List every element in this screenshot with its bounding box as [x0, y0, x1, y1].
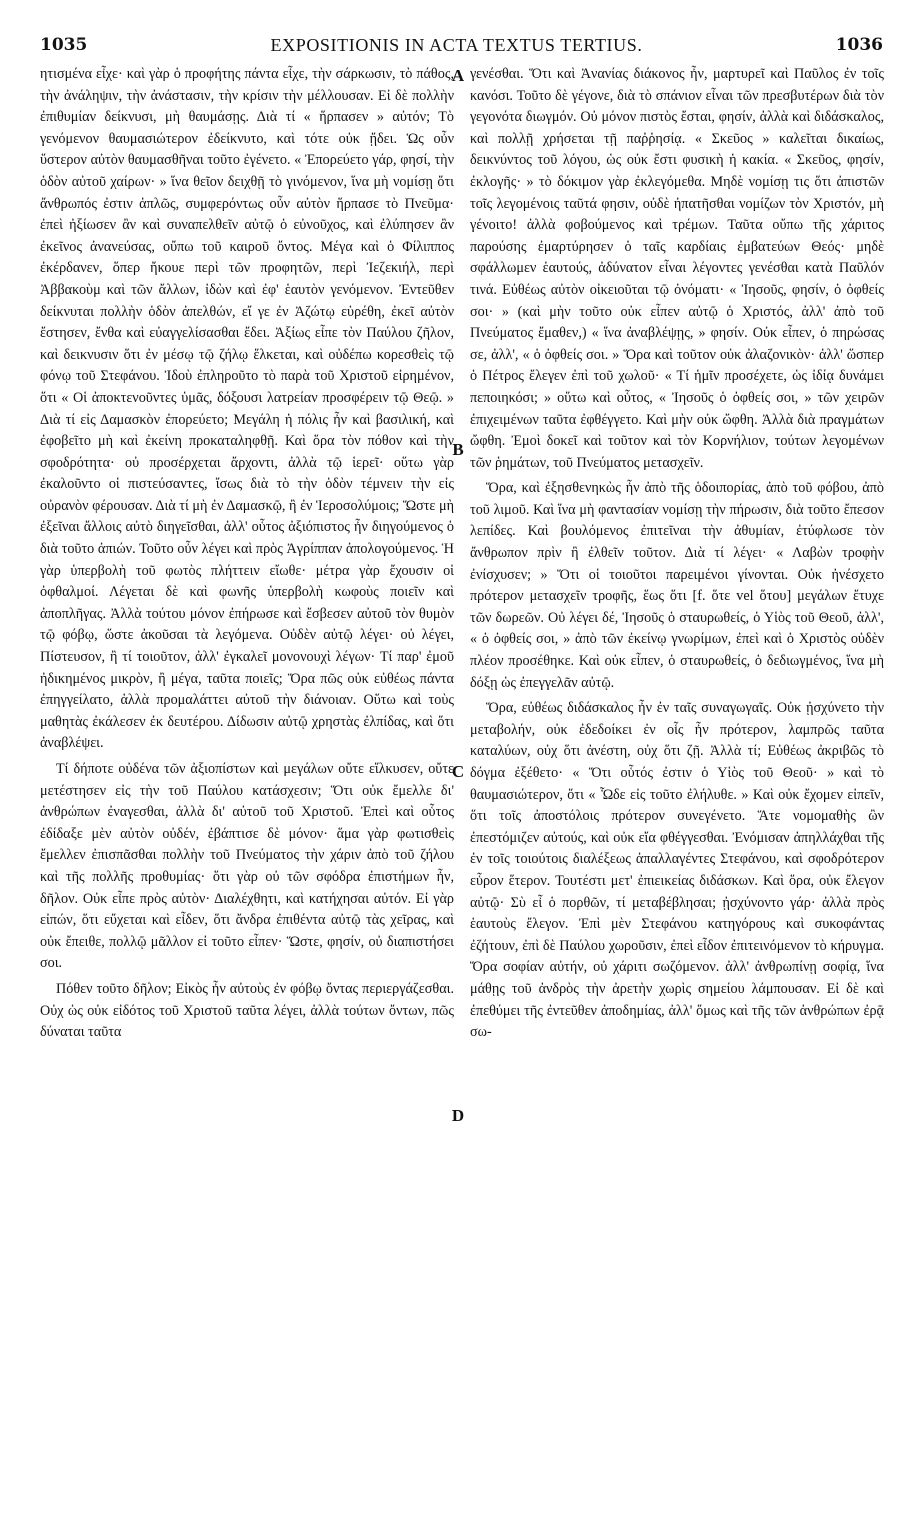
right-paragraph-3: Ὅρα, εὐθέως διδάσκαλος ἦν ἐν ταῖς συναγωγαῖς. Οὐκ ᾐσχύνετο τὴν μεταβολήν, οὐκ ἐδεδοίκει ἐν οἷς ἦν πρότερον, λαμπρῶς ταῦτα καταλύων, οὐχ ὅτι ἀνέστη, οὐχ ὅτι ζῇ. Ἀλλὰ τί; Εὐθέως ἀκριβῶς τὸ δόγμα ἐξέθετο· « Ὅτι οὗτός ἐστιν ὁ Υἱὸς τοῦ Θεοῦ· » καὶ τὸ θαυμασιώτερον, ὅτι « Ὧδε εἰς τοῦτο ἐλήλυθε. » Καὶ οὐκ ἔχομεν εἰπεῖν, ὅτι τοῖς ἀποστόλοις πρότερον συνεγένετο. Ἅτε νομομαθὴς ὢν ἐπεστόμιζεν αὐτούς, καὶ οὐκ εἴα φθέγγεσθαι. Ἐνόμισαν ἀπηλλάχθαι τῆς ἐν τοῖς τοιούτοις διαλέξεως ἀπαλλαγέντες Στεφάνου, καὶ σφοδρότερον εὗρον ἕτερον. Τουτέστι μετ' ἐπιεικείας διδάσκων. Καὶ ὅρα, οὐκ ἔλεγον αὐτῷ· Σὺ εἶ ὁ πορθῶν, τί μεταβέβλησαι; ᾐσχύνοντο γάρ· ἀλλὰ πρὸς ἑαυτοὺς ἔλεγον. Ἐπὶ μὲν Στεφάνου κατηγόρους καὶ συκοφάντας ἐζήτουν, ἐπὶ δὲ Παύλου χωροῦσιν, ἐπεὶ εἶδον ἐπιτεινόμενον τὸ κήρυγμα. Ὅρα σοφίαν αὐτήν, οὐ χάριτι σωζόμενον. ἀλλ' ἀνθρωπίνῃ σοφίᾳ, ἵνα μάθῃς τοῦ ἀνδρὸς τὴν ἀρετὴν χωρὶς σημείου λάμπουσαν. Εἰ δὲ καὶ ἐπεθύμει τῆς ἐντεῦθεν ἀποδημίας, ἀλλ' ὅμως καὶ τῆς τῶν ἀνθρώπων ἐρᾷ σω- [470, 700, 884, 1041]
margin-letter-c: C [451, 762, 465, 781]
right-paragraph-1: γενέσθαι. Ὅτι καὶ Ἀνανίας διάκονος ἦν, μαρτυρεῖ καὶ Παῦλος ἐν τοῖς κανόσι. Τοῦτο δὲ γέγονε, διὰ τὸ σπάνιον εἶναι τῶν πρεσβυτέρων διὰ τὸν γεγονότα διωγμόν. Οὐ μόνον πιστὸς ἔσται, φησίν, ἀλλὰ καὶ διδάσκαλος, καὶ πολλῇ χρήσεται τῇ παῤῥησίᾳ. « Σκεῦος » καλεῖται δικαίως, δεικνύντος τοῦ λόγου, ὡς οὐκ ἔστι φυσικὴ ἡ κακία. « Σκεῦος, φησίν, ἐκλογῆς· » τὸ δόκιμον γὰρ ἐκλεγόμεθα. Μηδὲ νομίσῃ τις ὅτι ἀπιστῶν τοῖς λεγομένοις ταῦτά φησιν, οὐδὲ ἠπατῆσθαι νομίζων τὸν Χριστόν, μὴ γένοιτο! ἀλλὰ φοβούμενος καὶ τρέμων. Ταῦτα οὔπω τῆς χάριτος παρούσης ἐμαρτύρησεν ὁ ταῖς καρδίαις ἐμβατεύων Θεός· μηδὲ σφάλλωμεν ἑαυτούς, ἀδύνατον εἶναι λέγοντες γενέσθαι κατὰ Παῦλόν τινά. Εὐθέως αὐτὸν οἰκειοῦται τῷ ὀνόματι· « Ἰησοῦς, φησίν, ὁ ὀφθείς σοι· » (καὶ μὴν τοῦτο οὐκ εἶπεν αὐτῷ ὁ Χριστός, ἀλλ' ἀπὸ τοῦ Πνεύματος ἔμαθεν,) « ἵνα ἀναβλέψῃς, » φησίν. Οὐκ εἶπεν, ὁ πηρώσας σε, ἀλλ', « ὁ ὀφθείς σοι. » Ὅρα καὶ τοῦτον οὐκ ἀλαζονικὸν· ἀλλ' ὥσπερ ὁ Πέτρος ἔλεγεν ἐπὶ τοῦ χωλοῦ· « Τί ἡμῖν προσέχετε, ὡς ἰδίᾳ δυνάμει πεποιηκόσι; » οὕτω καὶ οὗτος, « Ἰησοῦς ὁ ὀφθείς σοι, » τῶν χειρῶν ἐπιχειμένων ταῦτα ἐφθέγγετο. Καὶ μὴν οὐκ ὤφθη. Ἀλλὰ διὰ πραγμάτων ὤφθη. Ἐμοὶ δοκεῖ καὶ τοῦτον καὶ τὸν Κορνήλιον, τούτων λεγομένων τῶν ῥημάτων, τοῦ Πνεύματος μετασχεῖν. [470, 66, 884, 471]
running-title: EXPOSITIONIS IN ACTA TEXTUS TERTIUS. [270, 35, 643, 55]
left-column [40, 64, 454, 1044]
page-number-left: 1035 [40, 35, 88, 55]
right-paragraph-2: Ὅρα, καὶ ἐξησθενηκὼς ἦν ἀπὸ τῆς ὁδοιπορίας, ἀπὸ τοῦ φόβου, ἀπὸ τοῦ λιμοῦ. Καὶ ἵνα μὴ φαντασίαν νομίσῃ τὴν πήρωσιν, διὰ τοῦτο ἔπεσον λεπίδες. Καὶ βουλόμενος ἐπιτεῖναι τὴν ἀθυμίαν, ἐτύφλωσε τὸν ἄνθρωπον πρὶν ἢ ἐλθεῖν τοῦτον. Διὰ τί λέγει· « Λαβὼν τροφὴν ἐνίσχυσεν; » Ὅτι οἱ τοιοῦτοι παρειμένοι γίνονται. Οὐκ ἠνέσχετο πρότερον μετασχεῖν τροφῆς, ἕως ὅτι [f. ὅτε vel ὅτου] μεγάλων ἔτυχε τῶν δωρεῶν. Οὐ λέγει δέ, Ἰησοῦς ὁ σταυρωθείς, ὁ Υἱὸς τοῦ Θεοῦ, ἀλλ', « ὁ ὀφθείς σοι, » ἀπὸ τῶν ἐκείνῳ γνωρίμων, ἐπεὶ καὶ ὁ Χριστὸς οὐδὲν πλέον προσέθηκε. Καὶ οὐκ εἶπεν, ὁ σταυρωθείς, ὁ δεδιωγμένος, ἵνα μὴ δόξῃ ὡς ἐπεγγελᾶν αὐτῷ. [470, 480, 884, 691]
right-column [470, 64, 884, 1044]
left-paragraph-1: ητισμένα εἶχε· καὶ γὰρ ὁ προφήτης πάντα εἶχε, τὴν σάρκωσιν, τὸ πάθος, τὴν ἀνάληψιν, τὴν ἀνάστασιν, τὴν κρίσιν τὴν μέλλουσαν. Εἰ δὲ πολλὴν ἐπιθυμίαν δείκνυσι, μὴ θαυμάσῃς. Διὰ τί « ἥρπασεν » αὐτόν; Τὸ γενόμενον θαυμασιώτερον ἐδείκνυτο, καὶ τότε οὐκ ᾔδει. Ὡς οὖν ὕστερον αὐτὸν θαυμασθῆναι τοῦτο ἐγένετο. « Ἐπορεύετο γάρ, φησί, τὴν ὁδὸν αὐτοῦ χαίρων· » ἵνα θεῖον δειχθῇ τὸ γινόμενον, ἵνα μὴ νομίσῃ ὅτι ἄνθρωπός ἐστιν ἁπλῶς, συμφερόντως οὖν αὐτὸν ἥρπασε τὸ Πνεῦμα· ἐπεὶ ἠξίωσεν ἂν καὶ συναπελθεῖν αὐτῷ ὁ εὐνοῦχος, καὶ ἐλύπησεν ἂν ἐκεῖνος ἀνανεύσας, οὔπω τοῦ καιροῦ ὄντος. Μέγα καὶ ὁ Φίλιππος ἐκέρδανεν, ὅπερ ἤκουε περὶ τῶν προφητῶν, περὶ Ἰεζεκιήλ, περὶ Ἀββακοὺμ καὶ τῶν ἄλλων, ἰδὼν καὶ ἐφ' ἑαυτὸν γενόμενον. Ἐντεῦθεν δείκνυται πολλὴν ὁδὸν ἀπελθών, εἴ γε ἐν Ἀζώτῳ εὑρέθη, ἐκεῖ αὐτὸν ἔστησεν, ἔνθα καὶ εὐαγγελίσασθαι ἔδει. Ἀξίως εἶπε τὸν Παύλου ζῆλον, καὶ δεικνυσιν ὅτι ἐν μέσῳ τῷ ζήλῳ ἕλκεται, καὶ οὐδέπω κορεσθεὶς τῷ φόνῳ τοῦ Στεφάνου. Ἰδοὺ ἐπληροῦτο τὸ παρὰ τοῦ Χριστοῦ εἰρημένον, ὅτι « Οἱ ἀποκτενοῦντες ὑμᾶς, δόξουσι λατρείαν προσφέρειν τῷ Θεῷ. » Διὰ τί εἰς Δαμασκὸν ἐπορεύετο; Μεγάλη ἡ πόλις ἦν καὶ βασιλική, καὶ ἐφοβεῖτο μὴ καὶ ἐκείνη προκαταληφθῇ. Καὶ ὅρα τὸν πόθον καὶ τὴν σφοδρότητα· οὐ προσέρχεται ἄρχοντι, ἀλλὰ τῷ ἱερεῖ· οὕτω γὰρ ἐκαλοῦντο οἱ πιστεύσαντες, ἴσως διὰ τὸ τὴν ὁδὸν τέμνειν τὴν εἰς οὐρανὸν φέρουσαν. Διὰ τί μὴ ἐν Δαμασκῷ, ἢ ἐν Ἱεροσολύμοις; Ὥστε μὴ ἐξεῖναι ἄλλοις αὐτὸ διηγεῖσθαι, ἀλλ' οὗτος ἀξιόπιστος ἦν διηγούμενος ὁ διὰ τοῦτο ἀπιών. Τοῦτο οὖν λέγει καὶ πρὸς Ἀγρίππαν ἀπολογούμενος. Ἡ γὰρ ὑπερβολὴ τοῦ φωτὸς πλήττειν εἴωθε· μέτρα γὰρ ἔχουσιν οἱ ὀφθαλμοί. Λέγεται δὲ καὶ φωνῆς ὑπερβολὴ κωφοὺς ποιεῖν καὶ ἀποπλῆγας. Ἀλλὰ τούτου μόνον ἐπήρωσε καὶ ἔσβεσεν αὐτοῦ τὸν θυμὸν τῷ φόβῳ, ὥστε ἀκοῦσαι τὰ λεγόμενα. Οὐδὲν αὐτῷ λέγει· οὐ λέγει, Πίστευσον, ἢ τί τοιοῦτον, ἀλλ' ἐγκαλεῖ μονονουχὶ λέγων· Τί παρ' ἐμοῦ ἠδικημένος μικρὸν, ἢ μέγα, ταῦτα ποιεῖς; Ὅρα πῶς οὐκ εὐθέως πάντα ἐπηγγείλατο, ἀλλὰ προμαλάττει αὐτοῦ τὴν διάνοιαν. Οὕτω καὶ τοὺς μαθητὰς ἐκάλεσεν ἐκ δευτέρου. Δίδωσιν αὐτῷ χρηστὰς ἐλπίδας, καὶ ὅτι ἀναβλέψει. [40, 66, 454, 752]
left-paragraph-3: Πόθεν τοῦτο δῆλον; Εἰκὸς ἦν αὐτοὺς ἐν φόβῳ ὄντας περιεργάζεσθαι. Οὐχ ὡς οὐκ εἰδότος τοῦ Χριστοῦ ταῦτα λέγει, ἀλλὰ τούτων ὄντων, πῶς δύναται ταῦτα [40, 980, 454, 1041]
margin-letter-d: D [451, 1106, 465, 1125]
page-number-right: 1036 [835, 35, 883, 55]
left-paragraph-2: Τί δήποτε οὐδένα τῶν ἀξιοπίστων καὶ μεγάλων οὔτε εἵλκυσεν, οὔτε μετέστησεν εἰς τὴν τοῦ Παύλου κατάσχεσιν; Ὅτι οὐκ ἔμελλε δι' ἀνθρώπων ἐναγεσθαι, ἀλλὰ δι' αὐτοῦ τοῦ Χριστοῦ. Ἐπεὶ καὶ οὗτος ἐδίδαξε μὲν αὐτὸν οὐδέν, ἐβάπτισε δὲ μόνον· ἅμα γὰρ φωτισθεὶς ἔμελλεν ἐπισπᾶσθαι πολλὴν τοῦ Πνεύματος τὴν χάριν ἀπὸ τοῦ ζήλου καὶ τῆς πολλῆς προθυμίας· ὅτι γὰρ οὐ τῶν σφόδρα ἐπιστήμων ἦν, δῆλον. Οὐκ εἶπε πρὸς αὐτὸν· Διαλέχθητι, καὶ κατήχησαι αὐτόν. Εἰ γὰρ εἰπών, ὅτι εὔχεται καὶ εἶδεν, ὅτι ἄνδρα ἐπιθέντα αὐτῷ τὰς χεῖρας, καὶ οὐκ ἔπειθε, πολλῷ μᾶλλον εἰ τοῦτο εἶπεν· Ὥστε, φησίν, οὐ διαπιστήσει σοι. [40, 761, 454, 972]
margin-letter-a: A [451, 66, 465, 85]
margin-letter-b: B [452, 440, 464, 459]
